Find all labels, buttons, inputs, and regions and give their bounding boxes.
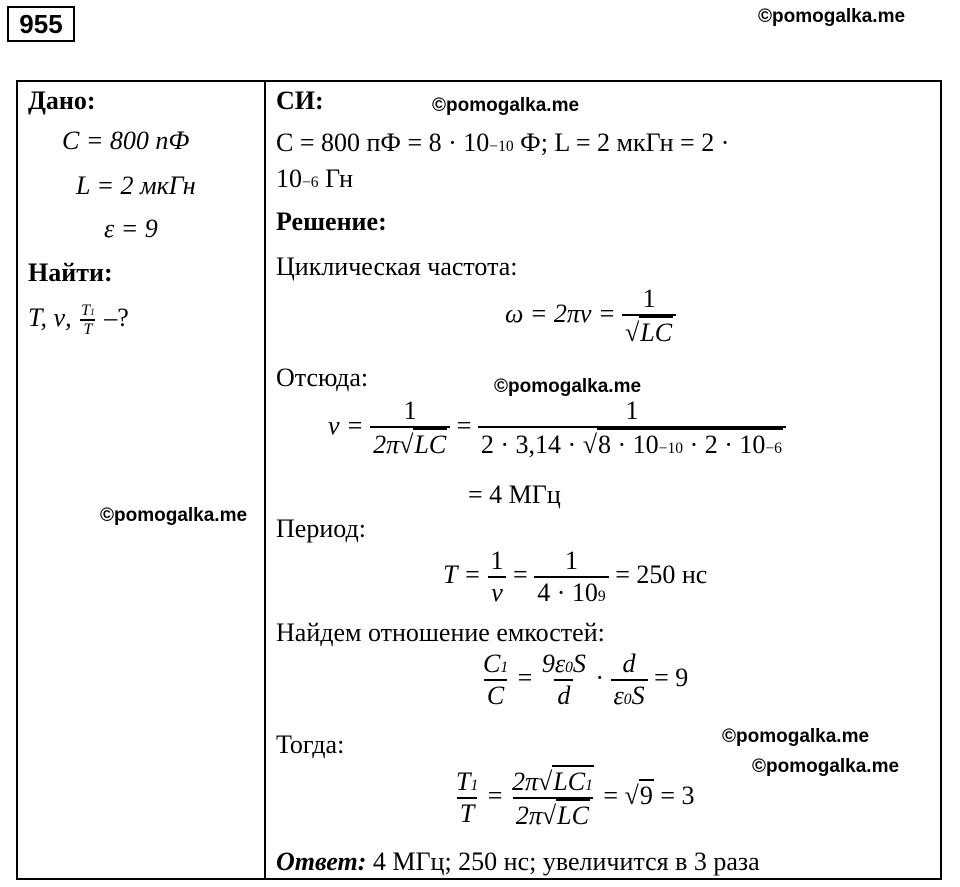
- column-divider: [264, 80, 266, 880]
- capacitance-ratio-formula: $\frac{C_1}{C}$ = $\frac{9\varepsilon_0S}{d}$ · $\frac{d}{\varepsilon_0S}$ = 9: [483, 649, 689, 710]
- watermark: ©pomogalka.me: [494, 376, 642, 397]
- answer-label: Ответ:: [276, 847, 367, 876]
- omega-formula: ω = 2πν = $\frac{1}{√LC}$: [505, 284, 676, 348]
- watermark: ©pomogalka.me: [100, 505, 248, 526]
- solution-heading: Решение:: [276, 207, 387, 236]
- find-ratio: $\frac{T_1}{T}$: [81, 302, 95, 338]
- cyclic-frequency-label: Циклическая частота:: [276, 252, 518, 281]
- then-label: Тогда:: [276, 730, 345, 759]
- find-expression: T, ν, $\frac{T_1}{T}$ –?: [28, 302, 129, 338]
- frequency-result: = 4 МГц: [468, 480, 561, 509]
- period-ratio-formula: $\frac{T_1}{T}$ = $\frac{2\pi√LC_1}{2\pi√LC}$ = √9 = 3: [456, 767, 695, 830]
- given-permittivity: ε = 9: [104, 214, 158, 243]
- watermark: ©pomogalka.me: [722, 726, 870, 747]
- hence-label: Отсюда:: [276, 363, 369, 392]
- period-label: Период:: [276, 514, 366, 543]
- capacitance-ratio-label: Найдем отношение емкостей:: [276, 618, 605, 647]
- si-heading: СИ:: [276, 86, 324, 115]
- watermark: ©pomogalka.me: [752, 756, 900, 777]
- frequency-formula: ν = $\frac{1}{2\pi√LC}$ = $\frac{1}{2 \cdot 3,14 \cdot √8 \cdot 10^{-10} \cdot 2 \cdot 10^{-6}}$: [328, 396, 786, 460]
- given-inductance: L = 2 мкГн: [76, 171, 196, 200]
- problem-number: 955: [7, 6, 75, 42]
- find-heading: Найти:: [28, 258, 113, 287]
- answer-line: [276, 847, 760, 877]
- period-formula: T = $\frac{1}{\nu}$ = $\frac{1}{4 \cdot 10^9}$ = 250 нс: [443, 546, 708, 607]
- si-line-1: C = 800 пФ = $8 \cdot 10^{-10}$ Ф; L = 2 мкГн = 2 ·: [276, 128, 730, 157]
- answer-text: 4 МГц; 250 нс; увеличится в 3 раза: [366, 847, 760, 876]
- watermark: ©pomogalka.me: [758, 6, 906, 27]
- watermark: ©pomogalka.me: [432, 95, 580, 116]
- given-heading: Дано:: [28, 86, 96, 115]
- si-line-2: $10^{-6}$ Гн: [276, 164, 354, 193]
- given-capacitance: C = 800 пФ: [62, 126, 190, 155]
